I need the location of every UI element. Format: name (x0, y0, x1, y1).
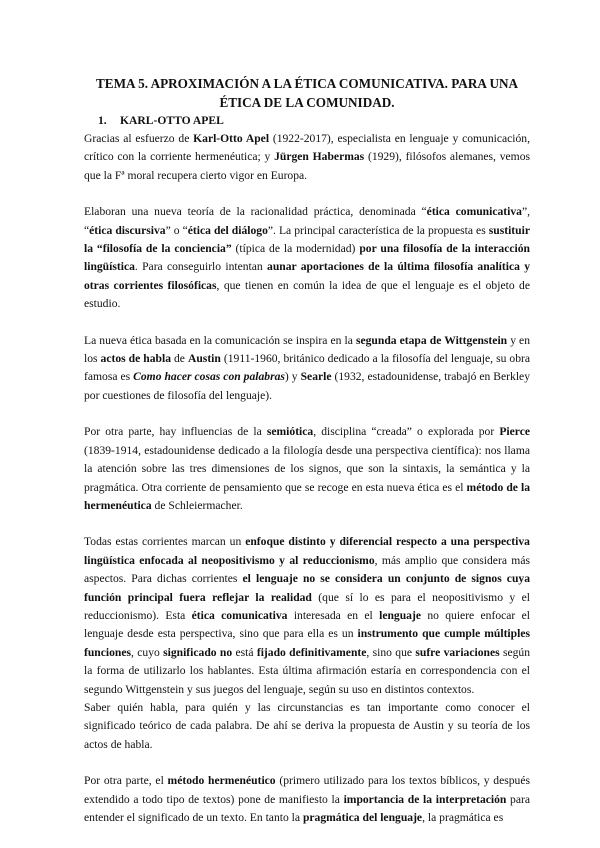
section-title: KARL-OTTO APEL (120, 114, 224, 127)
paragraph-3: La nueva ética basada en la comunicación se inspira en la segunda etapa de Wittgenstein y en los actos de habla de Austin (1911-1960, británico dedicado a la filosofía del lenguaje, su obra famosa es Como hacer cosas con palabras) y Searle (1932, estadounidense, trabajó en Berkley por cuestiones de filosofía del lenguaje). (84, 333, 531, 402)
title-line-1: TEMA 5. APROXIMACIÓN A LA ÉTICA COMUNICATIVA. PARA UNA (95, 76, 519, 91)
title-line-2: ÉTICA DE LA COMUNIDAD. (219, 95, 395, 110)
section-heading (98, 112, 530, 130)
section-number: 1. (98, 114, 107, 127)
paragraph-1: Gracias al esfuerzo de Karl-Otto Apel (1922-2017), especialista en lenguaje y comunicación, crítico con la corriente hermenéutica; y Jürgen Habermas (1929), filósofos alemanes, vemos que la Fª moral recupera cierto vigor en Europa. (84, 132, 531, 182)
paragraph-6: Saber quién habla, para quién y las circunstancias es tan importante como conocer el significado teórico de cada palabra. De ahí se deriva la propuesta de Austin y su teoría de los actos de habla. (84, 700, 530, 751)
paragraph-2: Elaboran una nueva teoría de la racionalidad práctica, denominada “ética comunicativa”, “ética discursiva” o “ética del diálogo”. La principal característica de la propuesta es sustituir la “filosofía de la conciencia” (típica de la modernidad) por una filosofía de la interacción lingüística. Para conseguirlo intentan aunar aportaciones de la última filosofía analítica y otras corrientes filosóficas, que tienen en común la idea de que el lenguaje es el objeto de estudio. (84, 205, 531, 311)
paragraph-5: Todas estas corrientes marcan un enfoque distinto y diferencial respecto a una perspectiva lingüística enfocada al neopositivismo y al reduccionismo, más amplio que considera más aspectos. Para dichas corrientes el lenguaje no se considera un conjunto de signos cuya función principal fuera reflejar la realidad (que sí lo es para el neopositivismo y el reduccionismo). Esta ética comunicativa interesada en el lenguaje no quiere enfocar el lenguaje desde esta perspectiva, sino que para ella es un instrumento que cumple múltiples funciones, cuyo significado no está fijado definitivamente, sino que sufre variaciones según la forma de utilizarlo los hablantes. Esta última afirmación estaría en correspondencia con el segundo Wittgenstein y sus juegos del lenguaje, según su uso en distintos contextos. (84, 535, 530, 696)
paragraph-4: Por otra parte, hay influencias de la semiótica, disciplina “creada” o explorada por Pierce (1839-1914, estadounidense dedicado a la filología desde una perspectiva científica): nos llama la atención sobre las tres dimensiones de los signos, que son la sintaxis, la semántica y la pragmática. Otra corriente de pensamiento que se recoge en esta nueva ética es el método de la hermenéutica de Schleiermacher. (84, 425, 531, 512)
document-title (84, 74, 530, 112)
paragraph-7: Por otra parte, el método hermenéutico (primero utilizado para los textos bíblicos, y después extendido a todo tipo de textos) pone de manifiesto la importancia de la interpretación para entender el significado de un texto. En tanto la pragmática del lenguaje, la pragmática es (84, 774, 531, 824)
